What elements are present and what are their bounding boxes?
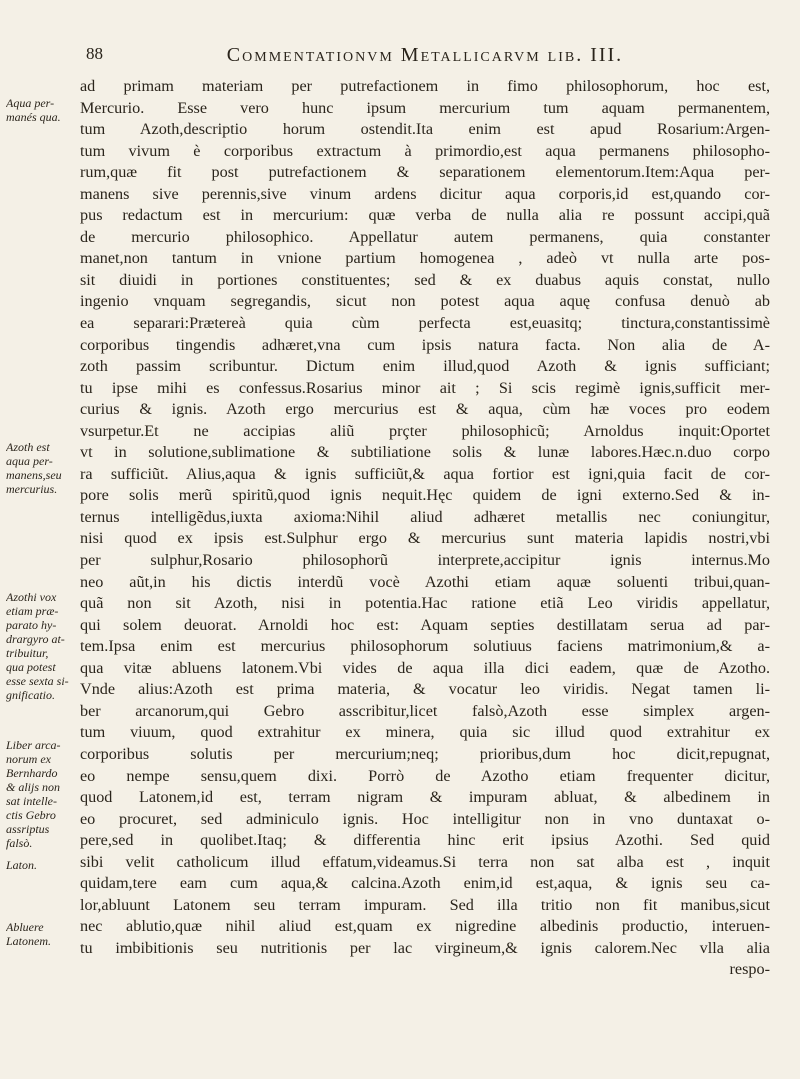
text-line: qui solem deuorat. Arnoldi hoc est: Aquam septies destillatam serua ad par- <box>80 615 770 634</box>
margin-notes <box>6 78 76 1078</box>
text-line: Mercurio. Esse vero hunc ipsum mercurium tum aquam permanentem, <box>80 98 770 117</box>
margin-note-line: esse sexta si- <box>6 674 69 688</box>
margin-note-line: manens,seu <box>6 468 62 482</box>
text-line: corporibus tingendis adhæret,vna cum ipsis natura facta. Non alia de A- <box>80 335 770 354</box>
margin-note <box>6 590 76 702</box>
text-line: quod Latonem,id est, terram nigram & impuram abluat, & albedinem in <box>80 788 770 807</box>
text-line: sibi velit catholicum illud effatum,videamus.Si terra non sat alba est , inquit <box>80 852 770 871</box>
margin-note-line: Azoth est <box>6 440 50 454</box>
text-line: tum Azoth,descriptio horum ostendit.Ita enim est apud Rosarium:Argen- <box>80 120 770 139</box>
text-line: respo- <box>729 960 770 979</box>
text-line: ea separari:Prætereà quia cùm perfecta est,euasitq; tinctura,constantissimè <box>80 314 770 333</box>
text-line: ad primam materiam per putrefactionem in fimo philosophorum, hoc est, <box>80 77 770 95</box>
margin-note-line: assriptus <box>6 822 50 836</box>
text-line: ternus intelligẽdus,iuxta axioma:Nihil aliud adhæret metallis nec coniungitur, <box>80 507 770 526</box>
text-line: pore solis merũ spiritũ,quod ignis nequit.Hęc quidem de igni externo.Sed & in- <box>80 486 770 505</box>
margin-note-line: mercurius. <box>6 482 58 496</box>
margin-note-line: tribuitur, <box>6 646 49 660</box>
text-line: neo aũt,in his dictis interdũ vocè Azothi etiam aquæ soluenti tribui,quan- <box>80 572 770 591</box>
margin-note-line: Aqua per- <box>6 96 55 110</box>
text-line: rum,quæ fit post putrefactionem & separationem elementorum.Item:Aqua per- <box>80 163 770 182</box>
text-line: tu imbibitionis seu nutritionis per lac virgineum,& ignis calorem.Nec vlla alia <box>80 938 770 957</box>
margin-note <box>6 440 76 496</box>
margin-note-line: manés qua. <box>6 110 61 124</box>
text-line: lor,abluunt Latonem seu terram impuram. Sed illa tritio non fit manibus,sicut <box>80 895 770 914</box>
text-line: tum vivum è corporibus extractum à primordio,est aqua permanens philosopho- <box>80 141 770 160</box>
text-line: curius & ignis. Azoth ergo mercurius est & aqua, cùm hæ voces pro eodem <box>80 400 770 419</box>
text-line: eo nempe sensu,quem dixi. Porrò de Azotho etiam frequenter dicitur, <box>80 766 770 785</box>
text-line: tum viuum, quod extrahitur ex minera, quia sic illud quod extrahitur ex <box>80 723 770 742</box>
text-line: eo procuret, sed adminiculo ignis. Hoc intelligitur non in vno duntaxat o- <box>80 809 770 828</box>
margin-note-line: norum ex <box>6 752 51 766</box>
text-line: per sulphur,Rosario philosophorũ interprete,accipitur ignis internus.Mo <box>80 551 770 570</box>
text-line: pere,sed in quolibet.Itaq; & differentia hinc erit ipsius Azothi. Sed quid <box>80 831 770 850</box>
margin-note-line: Abluere <box>6 920 44 934</box>
text-line: manens sive perennis,sive vinum ardens dicitur aqua corporis,id est,quando cor- <box>80 184 770 203</box>
text-line: Vnde alius:Azoth est prima materia, & vocatur leo viridis. Negat tamen li- <box>80 680 770 699</box>
text-line: ingenio vnquam segregandis, sicut non potest aqua aquę confusa denuò ab <box>80 292 770 311</box>
running-title: Commentationvm Metallicarvm lib. III. <box>226 44 624 66</box>
text-line: vsurpetur.Et ne accipias aliũ prçter philosophicũ; Arnoldus inquit:Oportet <box>80 421 770 440</box>
margin-note-line: drargyro at- <box>6 632 65 646</box>
text-line: vt in solutione,sublimatione & subtiliatione solis & lunæ labores.Hæc.n.duo corpo <box>80 443 770 462</box>
margin-note <box>6 96 76 124</box>
margin-note-line: Laton. <box>6 858 38 872</box>
margin-note <box>6 858 76 872</box>
margin-note-line: falsò. <box>6 836 33 850</box>
margin-note-line: & alijs non <box>6 780 61 794</box>
text-line: de mercurio philosophico. Appellatur autem permanens, quia constanter <box>80 227 770 246</box>
text-line: quã non sit Azoth, nisi in potentia.Hac ratione etiã Leo viridis appellatur, <box>80 594 770 613</box>
text-line: nisi quod ex ipsis est.Sulphur ergo & mercurius sunt materia lapidis nostri,vbi <box>80 529 770 548</box>
text-line: quidam,tere eam cum aqua,& calcina.Azoth enim,id est,aqua, & ignis seu ca- <box>80 874 770 893</box>
text-line: nec ablutio,quæ nihil aliud est,quam ex nigredine albedinis productio, interuen- <box>80 917 770 936</box>
text-line: tem.Ipsa enim est mercurius philosophorum solutiuus faciens matrimonium,& a- <box>80 637 770 656</box>
text-line: corporibus solutis per mercurium;neq; prioribus,dum hoc dicit,repugnat, <box>80 744 770 763</box>
text-line: tu ipse mihi es confessus.Rosarius minor ait ; Si scis regimè ignis,sufficit mer- <box>80 378 770 397</box>
text-line: sit diuidi in portiones constituentes; sed & ex duabus aquis constat, nullo <box>80 270 770 289</box>
text-line: zoth passim scribuntur. Dictum enim illud,quod Azoth & ignis sufficiant; <box>80 357 770 376</box>
margin-note <box>6 920 76 948</box>
text-line: qua vitæ abluens latonem.Vbi vides de aqua illa dici eadem, quæ de Azotho. <box>80 658 770 677</box>
margin-note-line: sat intelle- <box>6 794 57 808</box>
margin-note-line: gnificatio. <box>6 688 55 702</box>
text-line: ra sufficiũt. Alius,aqua & ignis sufficiũt,& aqua fortior est igni,quia facit de cor- <box>80 464 770 483</box>
margin-note-line: etiam præ- <box>6 604 59 618</box>
text-line: ber arcanorum,qui Gebro asscribitur,licet falsò,Azoth esse simplex argen- <box>80 701 770 720</box>
body-text <box>80 76 770 981</box>
page-number: 88 <box>86 44 103 63</box>
margin-note-line: qua potest <box>6 660 56 674</box>
text-line: manet,non tantum in vnione partium homogenea , adeò vt nulla arte pos- <box>80 249 770 268</box>
margin-note-line: ctis Gebro <box>6 808 56 822</box>
margin-note-line: Bernhardo <box>6 766 58 780</box>
margin-note-line: Liber arca- <box>6 738 61 752</box>
margin-note-line: Latonem. <box>6 934 51 948</box>
text-line: pus redactum est in mercurium: quæ verba de nulla alia re possunt accipi,quã <box>80 206 770 225</box>
margin-note-line: aqua per- <box>6 454 53 468</box>
page-header <box>80 44 740 70</box>
margin-note-line: Azothi vox <box>6 590 57 604</box>
margin-note <box>6 738 76 850</box>
margin-note-line: parato hy- <box>6 618 57 632</box>
